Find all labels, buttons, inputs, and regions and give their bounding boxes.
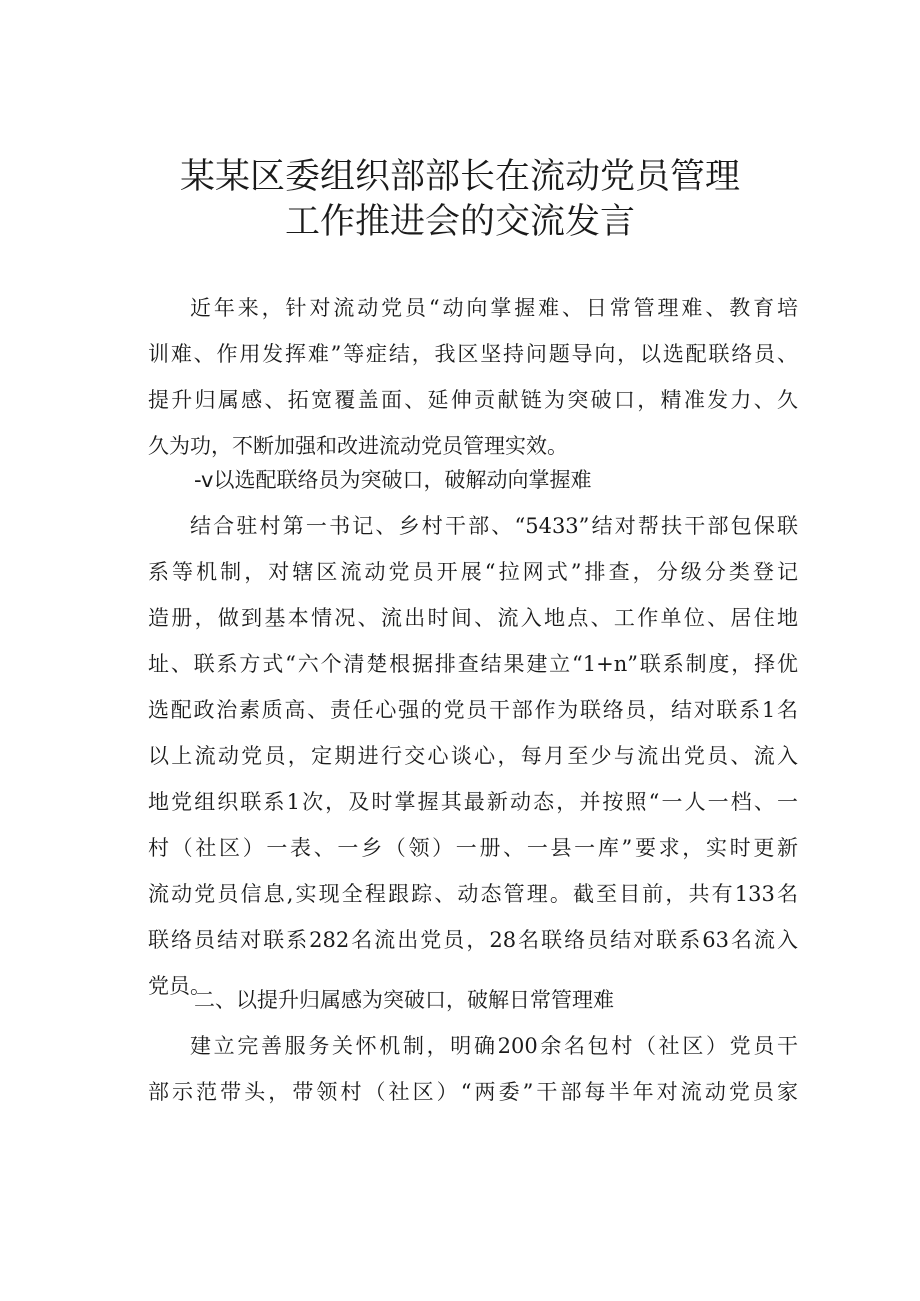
paragraph-line: 址、联系方式“六个清楚根据排查结果建立“1+n”联系制度，择优 <box>148 652 798 676</box>
paragraph-line: 村（社区）一表、一乡（领）一册、一县一库”要求，实时更新 <box>148 836 798 860</box>
paragraph-line: 地党组织联系1次，及时掌握其最新动态，并按照“一人一档、一 <box>148 790 798 814</box>
section-2-heading: 二、以提升归属感为突破口，破解日常管理难 <box>194 988 614 1012</box>
paragraph-line: 部示范带头，带领村（社区）“两委”干部每半年对流动党员家 <box>148 1080 798 1104</box>
section-1-heading: -v以选配联络员为突破口，破解动向掌握难 <box>194 468 592 492</box>
paragraph-line: 提升归属感、拓宽覆盖面、延伸贡献链为突破口，精准发力、久 <box>148 388 798 412</box>
paragraph-line: 训难、作用发挥难”等症结，我区坚持问题导向，以选配联络员、 <box>148 342 798 366</box>
paragraph-line: 建立完善服务关怀机制，明确200余名包村（社区）党员干 <box>190 1034 798 1058</box>
paragraph-line: 联络员结对联系282名流出党员，28名联络员结对联系63名流入 <box>148 928 798 952</box>
document-title-line-2: 工作推进会的交流发言 <box>284 202 635 242</box>
document-title-line-1: 某某区委组织部部长在流动党员管理 <box>179 157 740 197</box>
paragraph-line: 造册，做到基本情况、流出时间、流入地点、工作单位、居住地 <box>148 606 798 630</box>
paragraph-line: 结合驻村第一书记、乡村干部、“5433”结对帮扶干部包保联 <box>190 514 798 538</box>
paragraph-line: 选配政治素质高、责任心强的党员干部作为联络员，结对联系1名 <box>148 698 798 722</box>
paragraph-line: 系等机制，对辖区流动党员开展“拉网式”排查，分级分类登记 <box>148 560 798 584</box>
paragraph-line: 以上流动党员，定期进行交心谈心，每月至少与流出党员、流入 <box>148 744 798 768</box>
paragraph-line: 近年来，针对流动党员“动向掌握难、日常管理难、教育培 <box>190 296 798 320</box>
paragraph-line: 流动党员信息,实现全程跟踪、动态管理。截至目前，共有133名 <box>148 882 798 906</box>
paragraph-line: 党员。 <box>148 974 211 998</box>
paragraph-line: 久为功，不断加强和改进流动党员管理实效。 <box>148 434 568 458</box>
